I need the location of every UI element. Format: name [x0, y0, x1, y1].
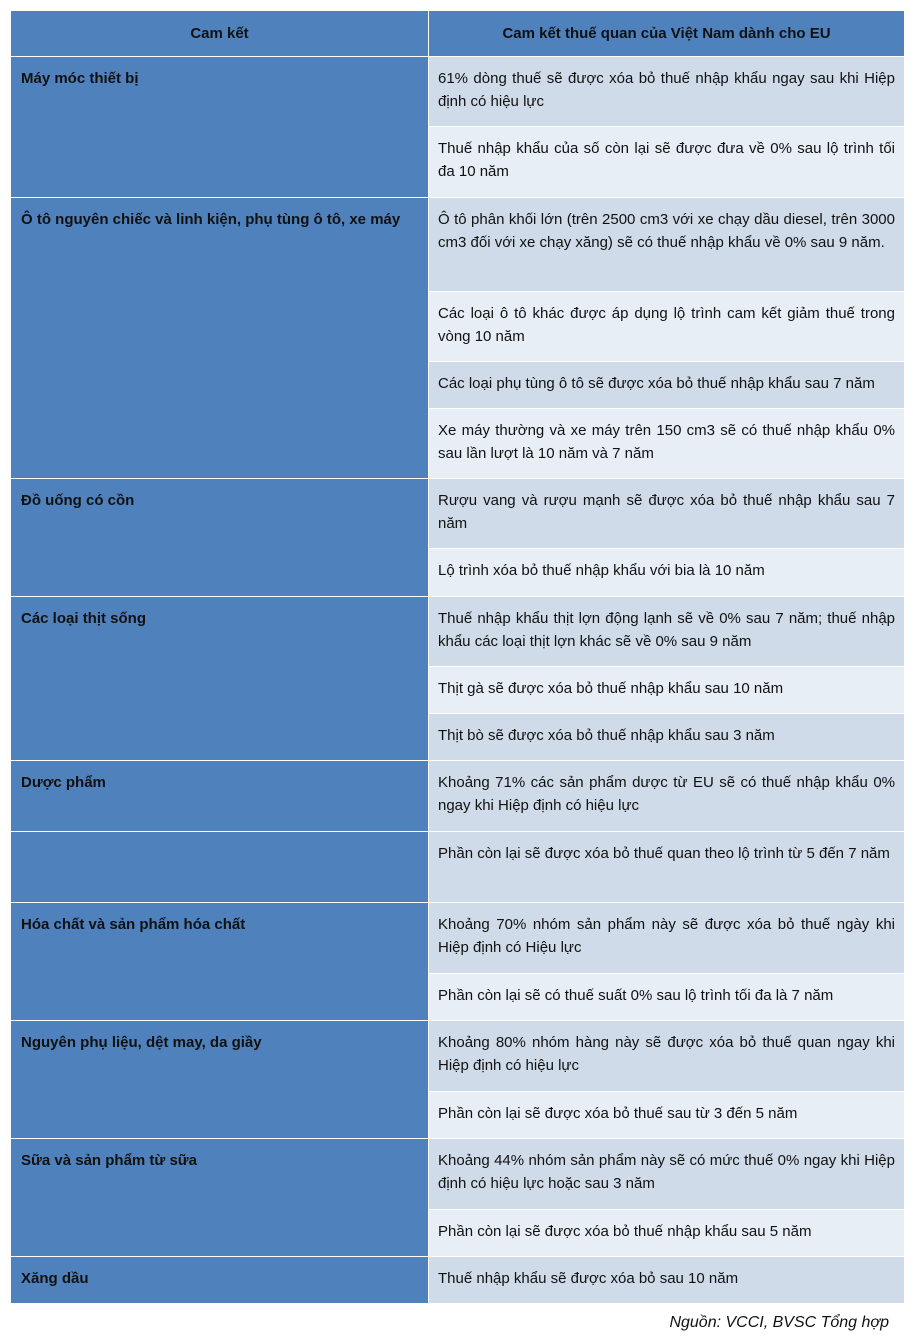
category-cell: Sữa và sản phẩm từ sữa — [11, 1139, 428, 1256]
commitment-detail-cell: Xe máy thường và xe máy trên 150 cm3 sẽ có thuế nhập khẩu 0% sau lần lượt là 10 năm và 7 năm — [429, 409, 904, 478]
commitment-detail-cell: Phần còn lại sẽ được xóa bỏ thuế nhập khẩu sau 5 năm — [429, 1210, 904, 1256]
commitment-detail-cell: 61% dòng thuế sẽ được xóa bỏ thuế nhập khẩu ngay sau khi Hiệp định có hiệu lực — [429, 57, 904, 126]
category-cell: Ô tô nguyên chiếc và linh kiện, phụ tùng ô tô, xe máy — [11, 198, 428, 478]
category-cell: Hóa chất và sản phẩm hóa chất — [11, 903, 428, 1020]
commitment-detail-cell: Thịt gà sẽ được xóa bỏ thuế nhập khẩu sau 10 năm — [429, 667, 904, 713]
commitment-detail-cell: Khoảng 70% nhóm sản phẩm này sẽ được xóa bỏ thuế ngày khi Hiệp định có Hiệu lực — [429, 903, 904, 973]
commitment-detail-cell: Thuế nhập khẩu của số còn lại sẽ được đưa về 0% sau lộ trình tối đa 10 năm — [429, 127, 904, 197]
header-tariff: Cam kết thuế quan của Việt Nam dành cho EU — [429, 11, 904, 56]
commitment-detail-cell: Khoảng 80% nhóm hàng này sẽ được xóa bỏ thuế quan ngay khi Hiệp định có hiệu lực — [429, 1021, 904, 1091]
commitment-detail-cell: Phần còn lại sẽ được xóa bỏ thuế quan theo lộ trình từ 5 đến 7 năm — [429, 832, 904, 902]
commitment-detail-cell: Thuế nhập khẩu sẽ được xóa bỏ sau 10 năm — [429, 1257, 904, 1303]
commitment-detail-cell: Thuế nhập khẩu thịt lợn động lạnh sẽ về 0% sau 7 năm; thuế nhập khẩu các loại thịt lợn khác sẽ về 0% sau 9 năm — [429, 597, 904, 666]
commitments-table — [11, 11, 904, 1303]
commitment-detail-cell: Các loại phụ tùng ô tô sẽ được xóa bỏ thuế nhập khẩu sau 7 năm — [429, 362, 904, 408]
commitment-detail-cell: Rượu vang và rượu mạnh sẽ được xóa bỏ thuế nhập khẩu sau 7 năm — [429, 479, 904, 548]
commitment-detail-cell: Phần còn lại sẽ được xóa bỏ thuế sau từ 3 đến 5 năm — [429, 1092, 904, 1138]
category-cell: Các loại thịt sống — [11, 597, 428, 760]
commitment-detail-cell: Thịt bò sẽ được xóa bỏ thuế nhập khẩu sau 3 năm — [429, 714, 904, 760]
category-cell: Dược phẩm — [11, 761, 428, 831]
commitment-detail-cell: Ô tô phân khối lớn (trên 2500 cm3 với xe chạy dầu diesel, trên 3000 cm3 đối với xe chạy xăng) sẽ có thuế nhập khẩu về 0% sau 9 năm. — [429, 198, 904, 291]
category-cell: Đồ uống có cồn — [11, 479, 428, 596]
commitment-detail-cell: Khoảng 71% các sản phẩm dược từ EU sẽ có thuế nhập khẩu 0% ngay khi Hiệp định có hiệu lực — [429, 761, 904, 831]
category-cell: Xăng dầu — [11, 1257, 428, 1303]
commitment-detail-cell: Lộ trình xóa bỏ thuế nhập khẩu với bia là 10 năm — [429, 549, 904, 596]
commitment-detail-cell: Khoảng 44% nhóm sản phẩm này sẽ có mức thuế 0% ngay khi Hiệp định có hiệu lực hoặc sau 3 năm — [429, 1139, 904, 1209]
commitment-detail-cell: Phần còn lại sẽ có thuế suất 0% sau lộ trình tối đa là 7 năm — [429, 974, 904, 1020]
source-note: Nguồn: VCCI, BVSC Tổng hợp — [669, 1314, 889, 1331]
category-cell — [11, 832, 428, 902]
header-commitment: Cam kết — [11, 11, 428, 56]
commitment-detail-cell: Các loại ô tô khác được áp dụng lộ trình cam kết giảm thuế trong vòng 10 năm — [429, 292, 904, 361]
category-cell: Máy móc thiết bị — [11, 57, 428, 197]
category-cell: Nguyên phụ liệu, dệt may, da giầy — [11, 1021, 428, 1138]
